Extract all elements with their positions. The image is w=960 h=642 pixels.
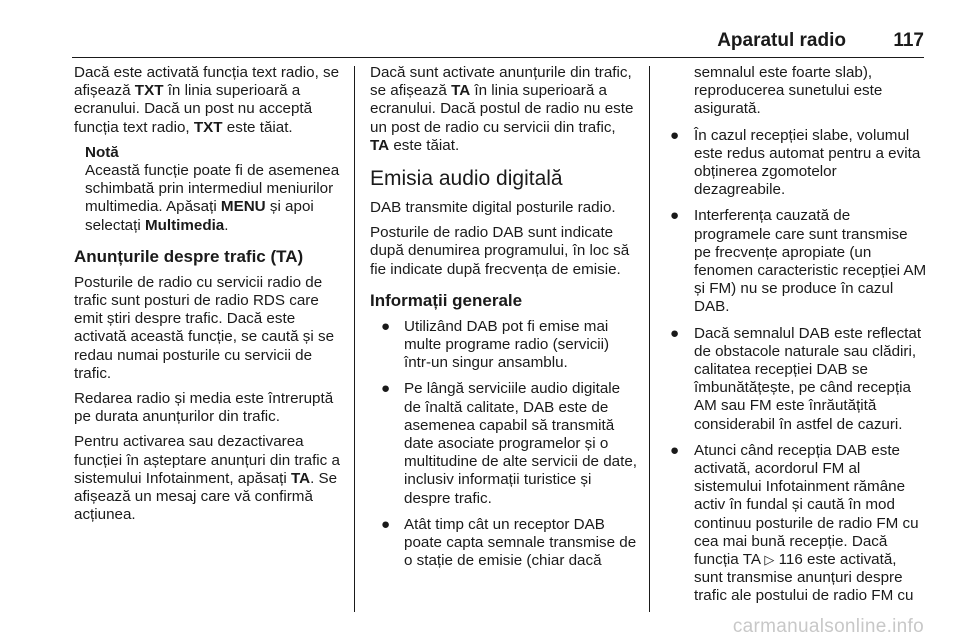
list-item-text: În cazul recepției slabe, volumul este redus automat pentru a evita obținerea zgomotelor dezagreabile. [694, 126, 921, 199]
header-rule [72, 57, 924, 58]
column-1 [74, 64, 346, 531]
list-item-text: Interferența cauzată de programele care sunt transmise pe frecvențe apropiate (un fenomen caracteristic recepției AM și FM) nu se produce în cazul DAB. [694, 207, 927, 316]
text: Pentru activarea sau dezactivarea funcției în așteptare anunțuri din trafic a sistemului Infotainment, apăsați [74, 433, 340, 487]
bullet-list [370, 318, 638, 571]
column-divider-2 [649, 66, 650, 612]
bold-ta: TA [290, 469, 311, 487]
bold-multimedia: Multimedia [144, 216, 225, 234]
text: în linia superioară a ecranului. Dacă postul de radio nu este un post de radio cu servicii din trafic, [370, 82, 634, 136]
bullet-icon: ● [670, 324, 680, 342]
bold-txt: TXT [134, 82, 164, 100]
bold-menu: MENU [220, 198, 266, 216]
list-item [370, 380, 638, 507]
paragraph-ta-display [370, 64, 638, 155]
text: 116 este activată, sunt transmise anunțuri despre trafic ale postului de radio FM cu [694, 551, 914, 605]
paragraph-ta-2: Redarea radio și media este întreruptă pe durata anunțurilor din trafic. [74, 390, 334, 426]
text: și apoi selectați [85, 198, 314, 234]
column-2 [370, 64, 638, 578]
bullet-continuation: semnalul este foarte slab), reproducerea sunetului este asigurată. [694, 64, 883, 118]
list-item-text: Atât timp cât un receptor DAB poate capta semnale transmise de o stație de emisie (chiar dacă [404, 515, 637, 570]
bullet-icon: ● [670, 207, 680, 225]
page-reference-arrow-icon[interactable]: ▷ [764, 552, 775, 568]
paragraph-txt [74, 64, 346, 137]
note-block [85, 144, 346, 235]
text: Dacă este activată funcția text radio, se afișează [74, 64, 340, 100]
list-item [666, 207, 928, 316]
bold-txt: TXT [193, 118, 223, 136]
list-item [370, 516, 638, 571]
list-item [666, 127, 928, 200]
paragraph-ta-1: Posturile de radio cu servicii radio de trafic sunt posturi de radio RDS care emit știri despre trafic. Dacă este activată această funcție, se caută și se redau numai posturile cu servicii de trafic. [74, 273, 335, 382]
watermark: carmanualsonline.info [732, 616, 924, 637]
text: . [224, 216, 229, 234]
page-number: 117 [893, 30, 924, 51]
bold-ta: TA [370, 136, 390, 154]
bullet-list [666, 127, 928, 606]
paragraph-ta-3 [74, 433, 346, 524]
bullet-icon: ● [381, 515, 391, 533]
text: Atunci când recepția DAB este activată, acordorul FM al sistemului Infotainment rămâne activ în fundal și caută în mod continuu posturile de radio FM cu cea mai bună recepție. Dacă funcția TA [694, 441, 919, 569]
list-item [666, 325, 928, 434]
subheading-general-info: Informații generale [370, 290, 523, 310]
list-item [666, 442, 928, 606]
note-heading: Notă [85, 143, 119, 161]
bold-ta: TA [451, 82, 471, 100]
text: Această funcție poate fi de asemenea schimbată prin intermediul meniurilor multimedia. Apăsați [85, 162, 340, 216]
bullet-icon: ● [381, 317, 391, 335]
list-item-text: Dacă semnalul DAB este reflectat de obstacole naturale sau clădiri, calitatea recepției DAB se îmbunătățește, pe când recepția AM sau FM este înrăutățită considerabil în astfel de cazuri. [694, 324, 922, 433]
text: Dacă sunt activate anunțurile din trafic, se afișează [370, 64, 632, 100]
page-header [72, 26, 924, 58]
column-3 [666, 64, 928, 614]
bullet-icon: ● [670, 126, 680, 144]
paragraph-dab-2: Posturile de radio DAB sunt indicate după denumirea programului, în loc să fie indicate după frecvența de emisie. [370, 224, 630, 278]
list-item [370, 318, 638, 373]
bullet-icon: ● [670, 441, 680, 459]
list-item-text: Pe lângă serviciile audio digitale de înaltă calitate, DAB este de asemenea capabil să transmită date asociate programelor și o multitudine de alte servicii de date, inclusiv informații turistice și despre trafic. [404, 380, 638, 507]
paragraph-dab-1: DAB transmite digital posturile radio. [370, 199, 616, 217]
list-item-text [694, 442, 919, 605]
page-title: Aparatul radio [717, 30, 846, 51]
text: în linia superioară a ecranului. Dacă un post nu acceptă funcția text radio, [74, 82, 313, 136]
text: . Se afișează un mesaj care vă confirmă acțiunea. [74, 469, 338, 524]
list-item-text: Utilizând DAB pot fi emise mai multe programe radio (servicii) într-un singur ansamblu. [404, 317, 610, 372]
text: este tăiat. [222, 118, 293, 136]
note-text [85, 162, 346, 235]
bullet-icon: ● [381, 380, 391, 398]
section-heading-dab: Emisia audio digitală [370, 167, 563, 191]
section-heading-ta: Anunțurile despre trafic (TA) [74, 246, 304, 266]
text: este tăiat. [389, 136, 460, 154]
column-divider-1 [354, 66, 355, 612]
